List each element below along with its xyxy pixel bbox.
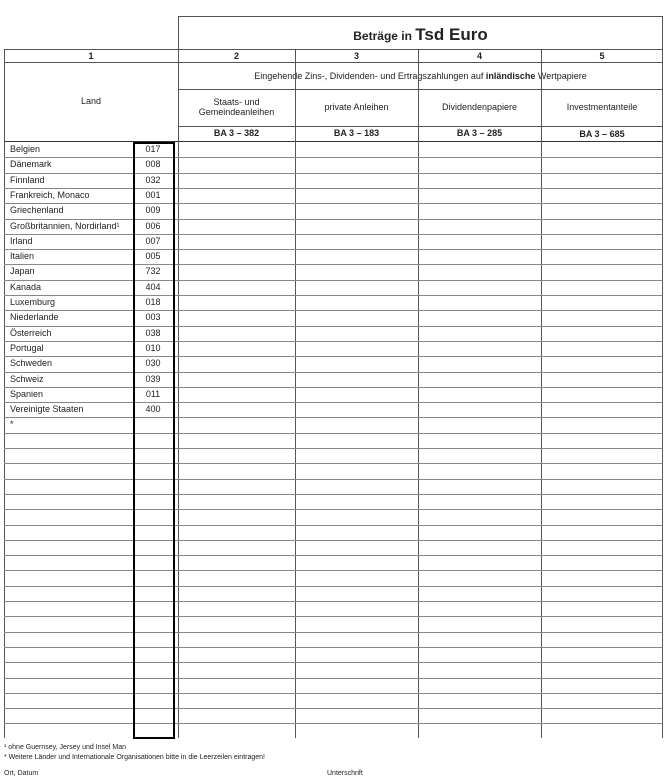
- amount-cell-col2[interactable]: [179, 526, 294, 539]
- row-divider: [4, 723, 663, 724]
- amount-cell-col2[interactable]: [179, 663, 294, 676]
- amount-cell-col3[interactable]: [296, 204, 417, 217]
- country-code: 030: [145, 358, 161, 368]
- country-code: 010: [145, 343, 161, 353]
- amount-cell-col3[interactable]: [296, 235, 417, 248]
- amount-cell-col2[interactable]: [179, 571, 294, 584]
- amount-cell-col5[interactable]: [542, 617, 661, 630]
- country-name: Griechenland: [10, 205, 64, 215]
- amount-cell-col2[interactable]: [179, 388, 294, 401]
- country-code: 404: [145, 282, 161, 292]
- country-code: 011: [145, 389, 161, 399]
- amount-cell-col2[interactable]: [179, 694, 294, 707]
- country-name: Luxemburg: [10, 297, 56, 307]
- amount-cell-col2[interactable]: [179, 403, 294, 416]
- amount-cell-col3[interactable]: [296, 679, 417, 692]
- amount-cell-col4[interactable]: [419, 480, 540, 493]
- country-name: Großbritannien, Nordirland¹: [10, 221, 120, 231]
- amount-cell-col4[interactable]: [419, 220, 540, 233]
- amount-cell-col3[interactable]: [296, 327, 417, 340]
- amount-cell-col4[interactable]: [419, 235, 540, 248]
- amount-cell-col4[interactable]: [419, 541, 540, 554]
- amount-cell-col5[interactable]: [542, 571, 661, 584]
- amount-cell-col5[interactable]: [542, 281, 661, 294]
- amount-cell-col3[interactable]: [296, 556, 417, 569]
- amount-cell-col5[interactable]: [542, 220, 661, 233]
- amount-cell-col3[interactable]: [296, 388, 417, 401]
- amount-cell-col2[interactable]: [179, 265, 294, 278]
- group-label: [178, 71, 663, 82]
- country-code: 018: [145, 297, 161, 307]
- amount-cell-col4[interactable]: [419, 633, 540, 646]
- amount-cell-col3[interactable]: [296, 464, 417, 477]
- signature-label: Unterschrift: [327, 770, 363, 777]
- amount-cell-col3[interactable]: [296, 189, 417, 202]
- place-date-label: Ort, Datum: [4, 770, 39, 777]
- amount-cell-col2[interactable]: [179, 357, 294, 370]
- amount-cell-col4[interactable]: [419, 265, 540, 278]
- amounts-header: [178, 24, 663, 47]
- amount-cell-col3[interactable]: [296, 311, 417, 324]
- amount-cell-col5[interactable]: [542, 250, 661, 263]
- amount-cell-col5[interactable]: [542, 327, 661, 340]
- amount-cell-col5[interactable]: [542, 510, 661, 523]
- amount-cell-col2[interactable]: [179, 281, 294, 294]
- amount-cell-col5[interactable]: [542, 296, 661, 309]
- col2-label-line1: Staats- und: [213, 97, 260, 107]
- country-name: Österreich: [10, 328, 52, 338]
- amount-cell-col4[interactable]: [419, 526, 540, 539]
- country-name: Kanada: [10, 282, 42, 292]
- amount-cell-col4[interactable]: [419, 571, 540, 584]
- amount-cell-col5[interactable]: [542, 633, 661, 646]
- amount-cell-col4[interactable]: [419, 679, 540, 692]
- country-code: 007: [145, 236, 161, 246]
- country-code: 400: [145, 404, 161, 414]
- country-name: Niederlande: [10, 312, 59, 322]
- amount-cell-col3[interactable]: [296, 250, 417, 263]
- amount-cell-col5[interactable]: [542, 648, 661, 661]
- col2-number: 2: [233, 51, 239, 61]
- amounts-header-unit: Tsd Euro: [415, 25, 488, 44]
- amount-cell-col2[interactable]: [179, 204, 294, 217]
- col5-label: Investmentanteile: [566, 102, 638, 112]
- amount-cell-col4[interactable]: [419, 434, 540, 447]
- amount-cell-col2[interactable]: [179, 296, 294, 309]
- amount-cell-col4[interactable]: [419, 449, 540, 462]
- col5-number: 5: [599, 51, 605, 61]
- amount-cell-col3[interactable]: [296, 663, 417, 676]
- country-name: Belgien: [10, 144, 41, 154]
- amount-cell-col3[interactable]: [296, 694, 417, 707]
- country-code: 009: [145, 205, 161, 215]
- amount-cell-col4[interactable]: [419, 556, 540, 569]
- amount-cell-col5[interactable]: [542, 143, 661, 156]
- amount-cell-col2[interactable]: [179, 633, 294, 646]
- amount-cell-col4[interactable]: [419, 694, 540, 707]
- amount-cell-col4[interactable]: [419, 373, 540, 386]
- amount-cell-col3[interactable]: [296, 418, 417, 431]
- amount-cell-col3[interactable]: [296, 434, 417, 447]
- amount-cell-col3[interactable]: [296, 342, 417, 355]
- country-code: 006: [145, 221, 161, 231]
- amount-cell-col4[interactable]: [419, 327, 540, 340]
- amount-cell-col4[interactable]: [419, 388, 540, 401]
- amount-cell-col2[interactable]: [179, 235, 294, 248]
- amount-cell-col5[interactable]: [542, 311, 661, 324]
- amount-cell-col2[interactable]: [179, 311, 294, 324]
- country-code: 032: [145, 175, 161, 185]
- amount-cell-col4[interactable]: [419, 311, 540, 324]
- col3-label: private Anleihen: [324, 102, 389, 112]
- amount-cell-col4[interactable]: [419, 357, 540, 370]
- country-name: Dänemark: [10, 159, 52, 169]
- land-column-label: Land: [80, 96, 102, 106]
- amount-cell-col3[interactable]: [296, 587, 417, 600]
- amount-cell-col5[interactable]: [542, 174, 661, 187]
- amount-cell-col3[interactable]: [296, 571, 417, 584]
- country-name: Irland: [10, 236, 33, 246]
- amount-cell-col5[interactable]: [542, 480, 661, 493]
- amount-cell-col5[interactable]: [542, 449, 661, 462]
- country-code: 038: [145, 328, 161, 338]
- amount-cell-col2[interactable]: [179, 602, 294, 615]
- amount-cell-col3[interactable]: [296, 526, 417, 539]
- amount-cell-col4[interactable]: [419, 602, 540, 615]
- amount-cell-col4[interactable]: [419, 495, 540, 508]
- group-label-post: Wertpapiere: [535, 71, 587, 81]
- amount-cell-col3[interactable]: [296, 449, 417, 462]
- amount-cell-col3[interactable]: [296, 373, 417, 386]
- amount-cell-col2[interactable]: [179, 709, 294, 722]
- amount-cell-col5[interactable]: [542, 526, 661, 539]
- amount-cell-col5[interactable]: [542, 158, 661, 171]
- amount-cell-col2[interactable]: [179, 449, 294, 462]
- amount-cell-col3[interactable]: [296, 143, 417, 156]
- amount-cell-col5[interactable]: [542, 189, 661, 202]
- amount-cell-col2[interactable]: [179, 648, 294, 661]
- amount-cell-col2[interactable]: [179, 250, 294, 263]
- amount-cell-col2[interactable]: [179, 143, 294, 156]
- amount-cell-col5[interactable]: [542, 495, 661, 508]
- amount-cell-col4[interactable]: [419, 250, 540, 263]
- country-name: Schweiz: [10, 374, 44, 384]
- country-name: Schweden: [10, 358, 53, 368]
- amount-cell-col3[interactable]: [296, 281, 417, 294]
- amount-cell-col5[interactable]: [542, 464, 661, 477]
- country-name: Finnland: [10, 175, 45, 185]
- amount-cell-col3[interactable]: [296, 158, 417, 171]
- amount-cell-col2[interactable]: [179, 587, 294, 600]
- country-name: *: [10, 419, 14, 429]
- col2-code: BA 3 – 382: [213, 128, 260, 138]
- amount-cell-col2[interactable]: [179, 434, 294, 447]
- col3-number: 3: [353, 51, 359, 61]
- amount-cell-col3[interactable]: [296, 220, 417, 233]
- group-label-bold: inländische: [485, 71, 536, 81]
- country-name: Frankreich, Monaco: [10, 190, 90, 200]
- amount-cell-col5[interactable]: [542, 587, 661, 600]
- amount-cell-col4[interactable]: [419, 281, 540, 294]
- amount-cell-col2[interactable]: [179, 464, 294, 477]
- country-code-column: [133, 142, 175, 739]
- country-code: 008: [145, 159, 161, 169]
- amount-cell-col5[interactable]: [542, 388, 661, 401]
- country-name: Italien: [10, 251, 35, 261]
- amount-cell-col2[interactable]: [179, 541, 294, 554]
- amount-cell-col5[interactable]: [542, 556, 661, 569]
- amount-cell-col4[interactable]: [419, 174, 540, 187]
- amount-cell-col4[interactable]: [419, 296, 540, 309]
- amount-cell-col4[interactable]: [419, 158, 540, 171]
- col4-number: 4: [476, 51, 482, 61]
- amount-cell-col5[interactable]: [542, 357, 661, 370]
- amount-cell-col5[interactable]: [542, 709, 661, 722]
- country-name: Portugal: [10, 343, 44, 353]
- amount-cell-col4[interactable]: [419, 510, 540, 523]
- amount-cell-col4[interactable]: [419, 663, 540, 676]
- amount-cell-col4[interactable]: [419, 617, 540, 630]
- amount-cell-col3[interactable]: [296, 495, 417, 508]
- amount-cell-col4[interactable]: [419, 648, 540, 661]
- amount-cell-col5[interactable]: [542, 342, 661, 355]
- amount-cell-col2[interactable]: [179, 174, 294, 187]
- amount-cell-col3[interactable]: [296, 174, 417, 187]
- amount-cell-col4[interactable]: [419, 143, 540, 156]
- amount-cell-col3[interactable]: [296, 510, 417, 523]
- country-code: 039: [145, 374, 161, 384]
- amount-cell-col3[interactable]: [296, 265, 417, 278]
- amount-cell-col5[interactable]: [542, 235, 661, 248]
- amount-cell-col4[interactable]: [419, 342, 540, 355]
- country-name: Japan: [10, 266, 35, 276]
- amount-cell-col3[interactable]: [296, 296, 417, 309]
- amount-cell-col5[interactable]: [542, 541, 661, 554]
- amount-cell-col5[interactable]: [542, 694, 661, 707]
- amount-cell-col3[interactable]: [296, 480, 417, 493]
- amount-cell-col3[interactable]: [296, 709, 417, 722]
- col5-code: BA 3 – 685: [579, 129, 625, 139]
- amount-cell-col3[interactable]: [296, 541, 417, 554]
- amount-cell-col4[interactable]: [419, 204, 540, 217]
- country-code: 732: [145, 266, 161, 276]
- amount-cell-col2[interactable]: [179, 418, 294, 431]
- amount-cell-col3[interactable]: [296, 357, 417, 370]
- amount-cell-col5[interactable]: [542, 434, 661, 447]
- amount-cell-col4[interactable]: [419, 464, 540, 477]
- amount-cell-col4[interactable]: [419, 418, 540, 431]
- amount-cell-col2[interactable]: [179, 342, 294, 355]
- country-code: 001: [145, 190, 161, 200]
- amount-cell-col5[interactable]: [542, 679, 661, 692]
- col2-label-line2: Gemeindeanleihen: [198, 107, 275, 117]
- amount-cell-col5[interactable]: [542, 373, 661, 386]
- amount-cell-col5[interactable]: [542, 418, 661, 431]
- footnote-2: * Weitere Länder und Internationale Organisationen bitte in die Leerzeilen eintragen!: [4, 754, 265, 761]
- amount-cell-col2[interactable]: [179, 327, 294, 340]
- col1-number: 1: [88, 51, 94, 61]
- col3-code: BA 3 – 183: [333, 128, 380, 138]
- amount-cell-col3[interactable]: [296, 602, 417, 615]
- country-name: Vereinigte Staaten: [10, 404, 84, 414]
- amount-cell-col5[interactable]: [542, 663, 661, 676]
- amount-cell-col5[interactable]: [542, 265, 661, 278]
- country-code: 017: [145, 144, 161, 154]
- amount-cell-col2[interactable]: [179, 495, 294, 508]
- amount-cell-col2[interactable]: [179, 679, 294, 692]
- amount-cell-col3[interactable]: [296, 633, 417, 646]
- group-label-pre: Eingehende Zins-, Dividenden- und Ertragszahlungen auf: [254, 71, 486, 81]
- amount-cell-col4[interactable]: [419, 709, 540, 722]
- amount-cell-col2[interactable]: [179, 373, 294, 386]
- amount-cell-col3[interactable]: [296, 648, 417, 661]
- amount-cell-col3[interactable]: [296, 617, 417, 630]
- amount-cell-col5[interactable]: [542, 403, 661, 416]
- amount-cell-col2[interactable]: [179, 510, 294, 523]
- footnote-1: ¹ ohne Guernsey, Jersey und Insel Man: [4, 744, 127, 751]
- country-code: 003: [145, 312, 161, 322]
- amount-cell-col2[interactable]: [179, 617, 294, 630]
- amount-cell-col5[interactable]: [542, 602, 661, 615]
- col4-label: Dividendenpapiere: [441, 102, 518, 112]
- amount-cell-col2[interactable]: [179, 220, 294, 233]
- amount-cell-col4[interactable]: [419, 587, 540, 600]
- amount-cell-col5[interactable]: [542, 204, 661, 217]
- country-name: Spanien: [10, 389, 44, 399]
- amount-cell-col2[interactable]: [179, 480, 294, 493]
- amount-cell-col4[interactable]: [419, 189, 540, 202]
- amount-cell-col4[interactable]: [419, 403, 540, 416]
- col4-code: BA 3 – 285: [456, 128, 503, 138]
- amount-cell-col2[interactable]: [179, 189, 294, 202]
- amount-cell-col3[interactable]: [296, 403, 417, 416]
- amount-cell-col2[interactable]: [179, 158, 294, 171]
- country-code: 005: [145, 251, 161, 261]
- amount-cell-col2[interactable]: [179, 556, 294, 569]
- amounts-header-prefix: Beträge in: [353, 29, 412, 43]
